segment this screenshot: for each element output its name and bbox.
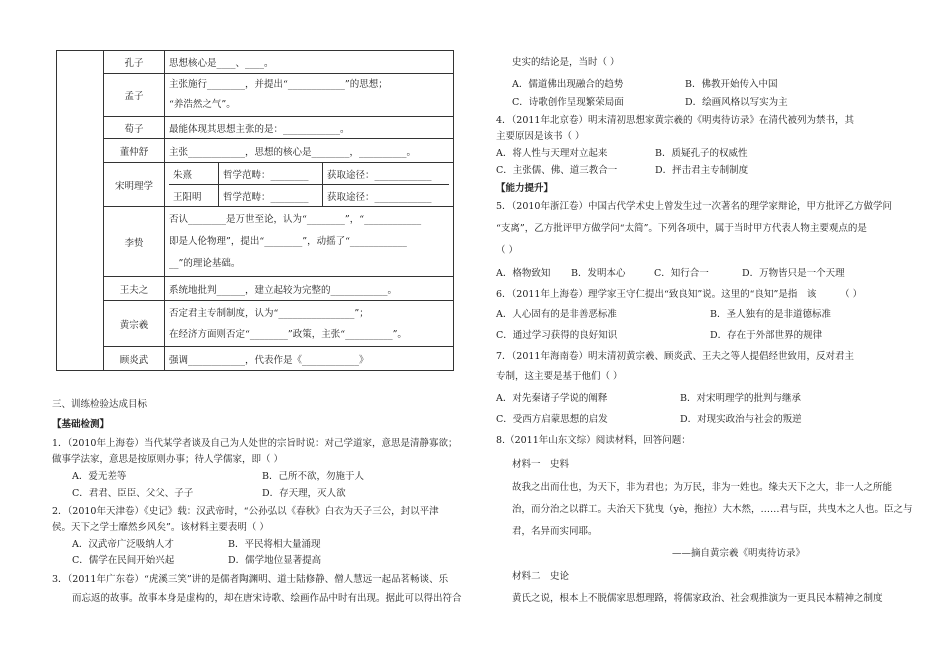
q1-option-b: B．己所不欲，勿施于人 [262, 471, 364, 482]
material-1-line2: 治，而分治之以群工。夫治天下犹曳（yè，拖拉）大木然，……君与臣，共曳木之人也。臣之与 [512, 504, 913, 515]
subrow-name: 朱熹 [169, 163, 219, 184]
question-4-line2: 主要原因是该书（ ） [496, 131, 585, 142]
q4-option-b: B．质疑孔子的权威性 [655, 148, 748, 159]
table-content-cell [165, 74, 454, 117]
subrow-field: 获取途径：____________ [327, 169, 432, 181]
q2-option-d: D．儒学地位显著提高 [228, 555, 322, 566]
q6-option-b: B．圣人独有的是非道德标准 [710, 309, 831, 320]
table-row [57, 74, 454, 117]
table-name-cell: 李贽 [104, 207, 165, 277]
question-2-line2: 侯。天下之学士靡然乡风矣”。该材料主要表明（ ） [52, 522, 269, 533]
q5-option-a: A．格物致知 [496, 268, 551, 279]
q6-option-c: C．通过学习获得的良好知识 [496, 330, 618, 341]
q6-option-d: D．存在于外部世界的规律 [710, 330, 823, 341]
question-1-line1: 1．（2010年上海卷）当代某学者谈及自己为人处世的宗旨时说：对己学道家，意思是清静寡欲； [52, 438, 458, 449]
question-3-line2: 而忘返的故事。故事本身是虚构的，却在唐宋诗歌、绘画作品中时有出现。据此可以得出符合 [72, 593, 462, 604]
q1-option-d: D．存天理，灭人欲 [262, 488, 346, 499]
q7-option-c: C．受西方启蒙思想的启发 [496, 414, 608, 425]
q5-option-c: C．知行合一 [654, 268, 709, 279]
question-5-line2: “支离”，乙方批评甲方做学问“太简”。下列各项中，属于当时甲方代表人物主要观点的是 [496, 223, 867, 234]
table-row [57, 51, 454, 74]
table-row [57, 163, 454, 207]
q4-option-a: A．将人性与天理对立起来 [496, 148, 608, 159]
question-3-cont: 史实的结论是，当时（ ） [512, 57, 620, 68]
thinkers-table [56, 50, 454, 371]
table-content-cell: 主张____________，思想的核心是________，__________。 [165, 139, 454, 163]
table-line: 否认________是万世至论，认为“________”，“____________ [169, 213, 422, 225]
table-line: 在经济方面则否定“________”政策，主张“__________”。 [169, 328, 407, 340]
table-content-cell: 系统地批判______，建立起较为完整的____________。 [165, 277, 454, 301]
table-content-cell [165, 301, 454, 347]
basic-check-heading: 【基础检测】 [52, 419, 110, 430]
material-2-line1: 黄氏之说，根本上不脱儒家思想理路，将儒家政治、社会观推演为一更具民本精神之制度 [512, 593, 883, 604]
q3-option-d: D．绘画风格以写实为主 [685, 97, 788, 108]
q4-option-c: C．主张儒、佛、道三教合一 [496, 165, 618, 176]
table-row [57, 139, 454, 163]
question-5-line1: 5．（2010年浙江卷）中国古代学术史上曾发生过一次著名的理学家辩论，甲方批评乙方做学问 [496, 201, 892, 212]
subrow-field: 哲学范畴：________ [219, 185, 323, 206]
q7-option-d: D．对现实政治与社会的叛逆 [680, 414, 802, 425]
question-2-line1: 2．（2010年天津卷）《史记》载：汉武帝时，“公孙弘以《春秋》白衣为天子三公，封以平津 [52, 506, 439, 517]
table-row [57, 347, 454, 371]
table-name-cell: 王夫之 [104, 277, 165, 301]
material-2-heading: 材料二 史论 [512, 571, 570, 582]
q2-option-c: C．儒学在民间开始兴起 [72, 555, 175, 566]
q7-option-b: B．对宋明理学的批判与继承 [680, 393, 801, 404]
q3-option-c: C．诗歌创作呈现繁荣局面 [512, 97, 624, 108]
q3-option-a: A．儒道佛出现融合的趋势 [512, 79, 624, 90]
table-name-cell: 孟子 [104, 74, 165, 117]
question-5-line3: （ ） [496, 245, 519, 256]
question-6: 6．（2011年上海卷）理学家王守仁提出“致良知”说。这里的“良知”是指 该 （ ） [496, 289, 863, 300]
table-content-cell: 思想核心是____、____。 [165, 51, 454, 74]
subrow-name: 王阳明 [169, 185, 219, 206]
question-4-line1: 4．（2011年北京卷）明末清初思想家黄宗羲的《明夷待访录》在清代被列为禁书，其 [496, 115, 854, 126]
q2-option-b: B．平民将相大量涌现 [228, 539, 321, 550]
table-name-cell: 黄宗羲 [104, 301, 165, 347]
table-content-cell: 强调____________，代表作是《____________》 [165, 347, 454, 371]
table-row [57, 117, 454, 139]
table-row [57, 277, 454, 301]
material-1-source: ——摘自黄宗羲《明夷待访录》 [672, 548, 806, 559]
section-heading: 三、训练检验达成目标 [52, 399, 148, 410]
table-name-cell: 孔子 [104, 51, 165, 74]
table-name-cell: 宋明理学 [104, 163, 165, 207]
q3-option-b: B．佛教开始传入中国 [685, 79, 778, 90]
material-1-heading: 材料一 史料 [512, 459, 570, 470]
material-1-line1: 故我之出而仕也，为天下，非为君也；为万民，非为一姓也。缘夫天下之大，非一人之所能 [512, 482, 893, 493]
q5-option-d: D．万物皆只是一个天理 [742, 268, 845, 279]
subrow-field: 哲学范畴：________ [219, 163, 323, 184]
subrow-field: 获取途径：____________ [327, 191, 432, 203]
table-name-cell: 顾炎武 [104, 347, 165, 371]
ability-heading: 【能力提升】 [496, 183, 554, 194]
question-1-line2: 做事学法家，意思是按原则办事；待人学儒家，即（ ） [52, 454, 284, 465]
table-name-cell: 董仲舒 [104, 139, 165, 163]
table-line: 即是人伦物理”，提出“________”，动摇了“____________ [169, 235, 407, 247]
table-line: __”的理论基础。 [169, 257, 241, 269]
table-row [57, 301, 454, 347]
table-line: 主张施行________，并提出“____________”的思想； [169, 79, 388, 90]
table-row [57, 207, 454, 277]
table-spacer-cell [57, 51, 104, 371]
q1-option-c: C．君君、臣臣、父父、子子 [72, 488, 194, 499]
q1-option-a: A．爱无差等 [72, 471, 127, 482]
table-line: 否定君主专制制度，认为“________________”； [169, 307, 369, 319]
subrow-wangyangming [169, 185, 449, 206]
q4-option-d: D．抨击君主专制制度 [655, 165, 749, 176]
q2-option-a: A．汉武帝广泛吸纳人才 [72, 539, 174, 550]
subrow-zhuxi [169, 163, 449, 185]
table-content-cell [165, 207, 454, 277]
material-1-line3: 君，名异而实同耶。 [512, 526, 598, 537]
table-name-cell: 荀子 [104, 117, 165, 139]
question-7-line1: 7．（2011年海南卷）明末清初黄宗羲、顾炎武、王夫之等人提倡经世致用，反对君主 [496, 351, 854, 362]
q7-option-a: A．对先秦诸子学说的阐释 [496, 393, 608, 404]
table-line: “养浩然之气”。 [169, 99, 236, 110]
question-8: 8.（2011年山东文综）阅读材料，回答问题： [496, 435, 691, 446]
question-3-line1: 3．（2011年广东卷）“虎溪三笑”讲的是儒者陶渊明、道士陆修静、僧人慧远一起品茗畅谈、乐 [52, 574, 449, 585]
q5-option-b: B．发明本心 [571, 268, 626, 279]
question-7-line2: 专制，这主要是基于他们（ ） [496, 371, 623, 382]
table-content-cell: 最能体现其思想主张的是：____________。 [165, 117, 454, 139]
table-content-cell [165, 163, 454, 207]
q6-option-a: A．人心固有的是非善恶标准 [496, 309, 617, 320]
